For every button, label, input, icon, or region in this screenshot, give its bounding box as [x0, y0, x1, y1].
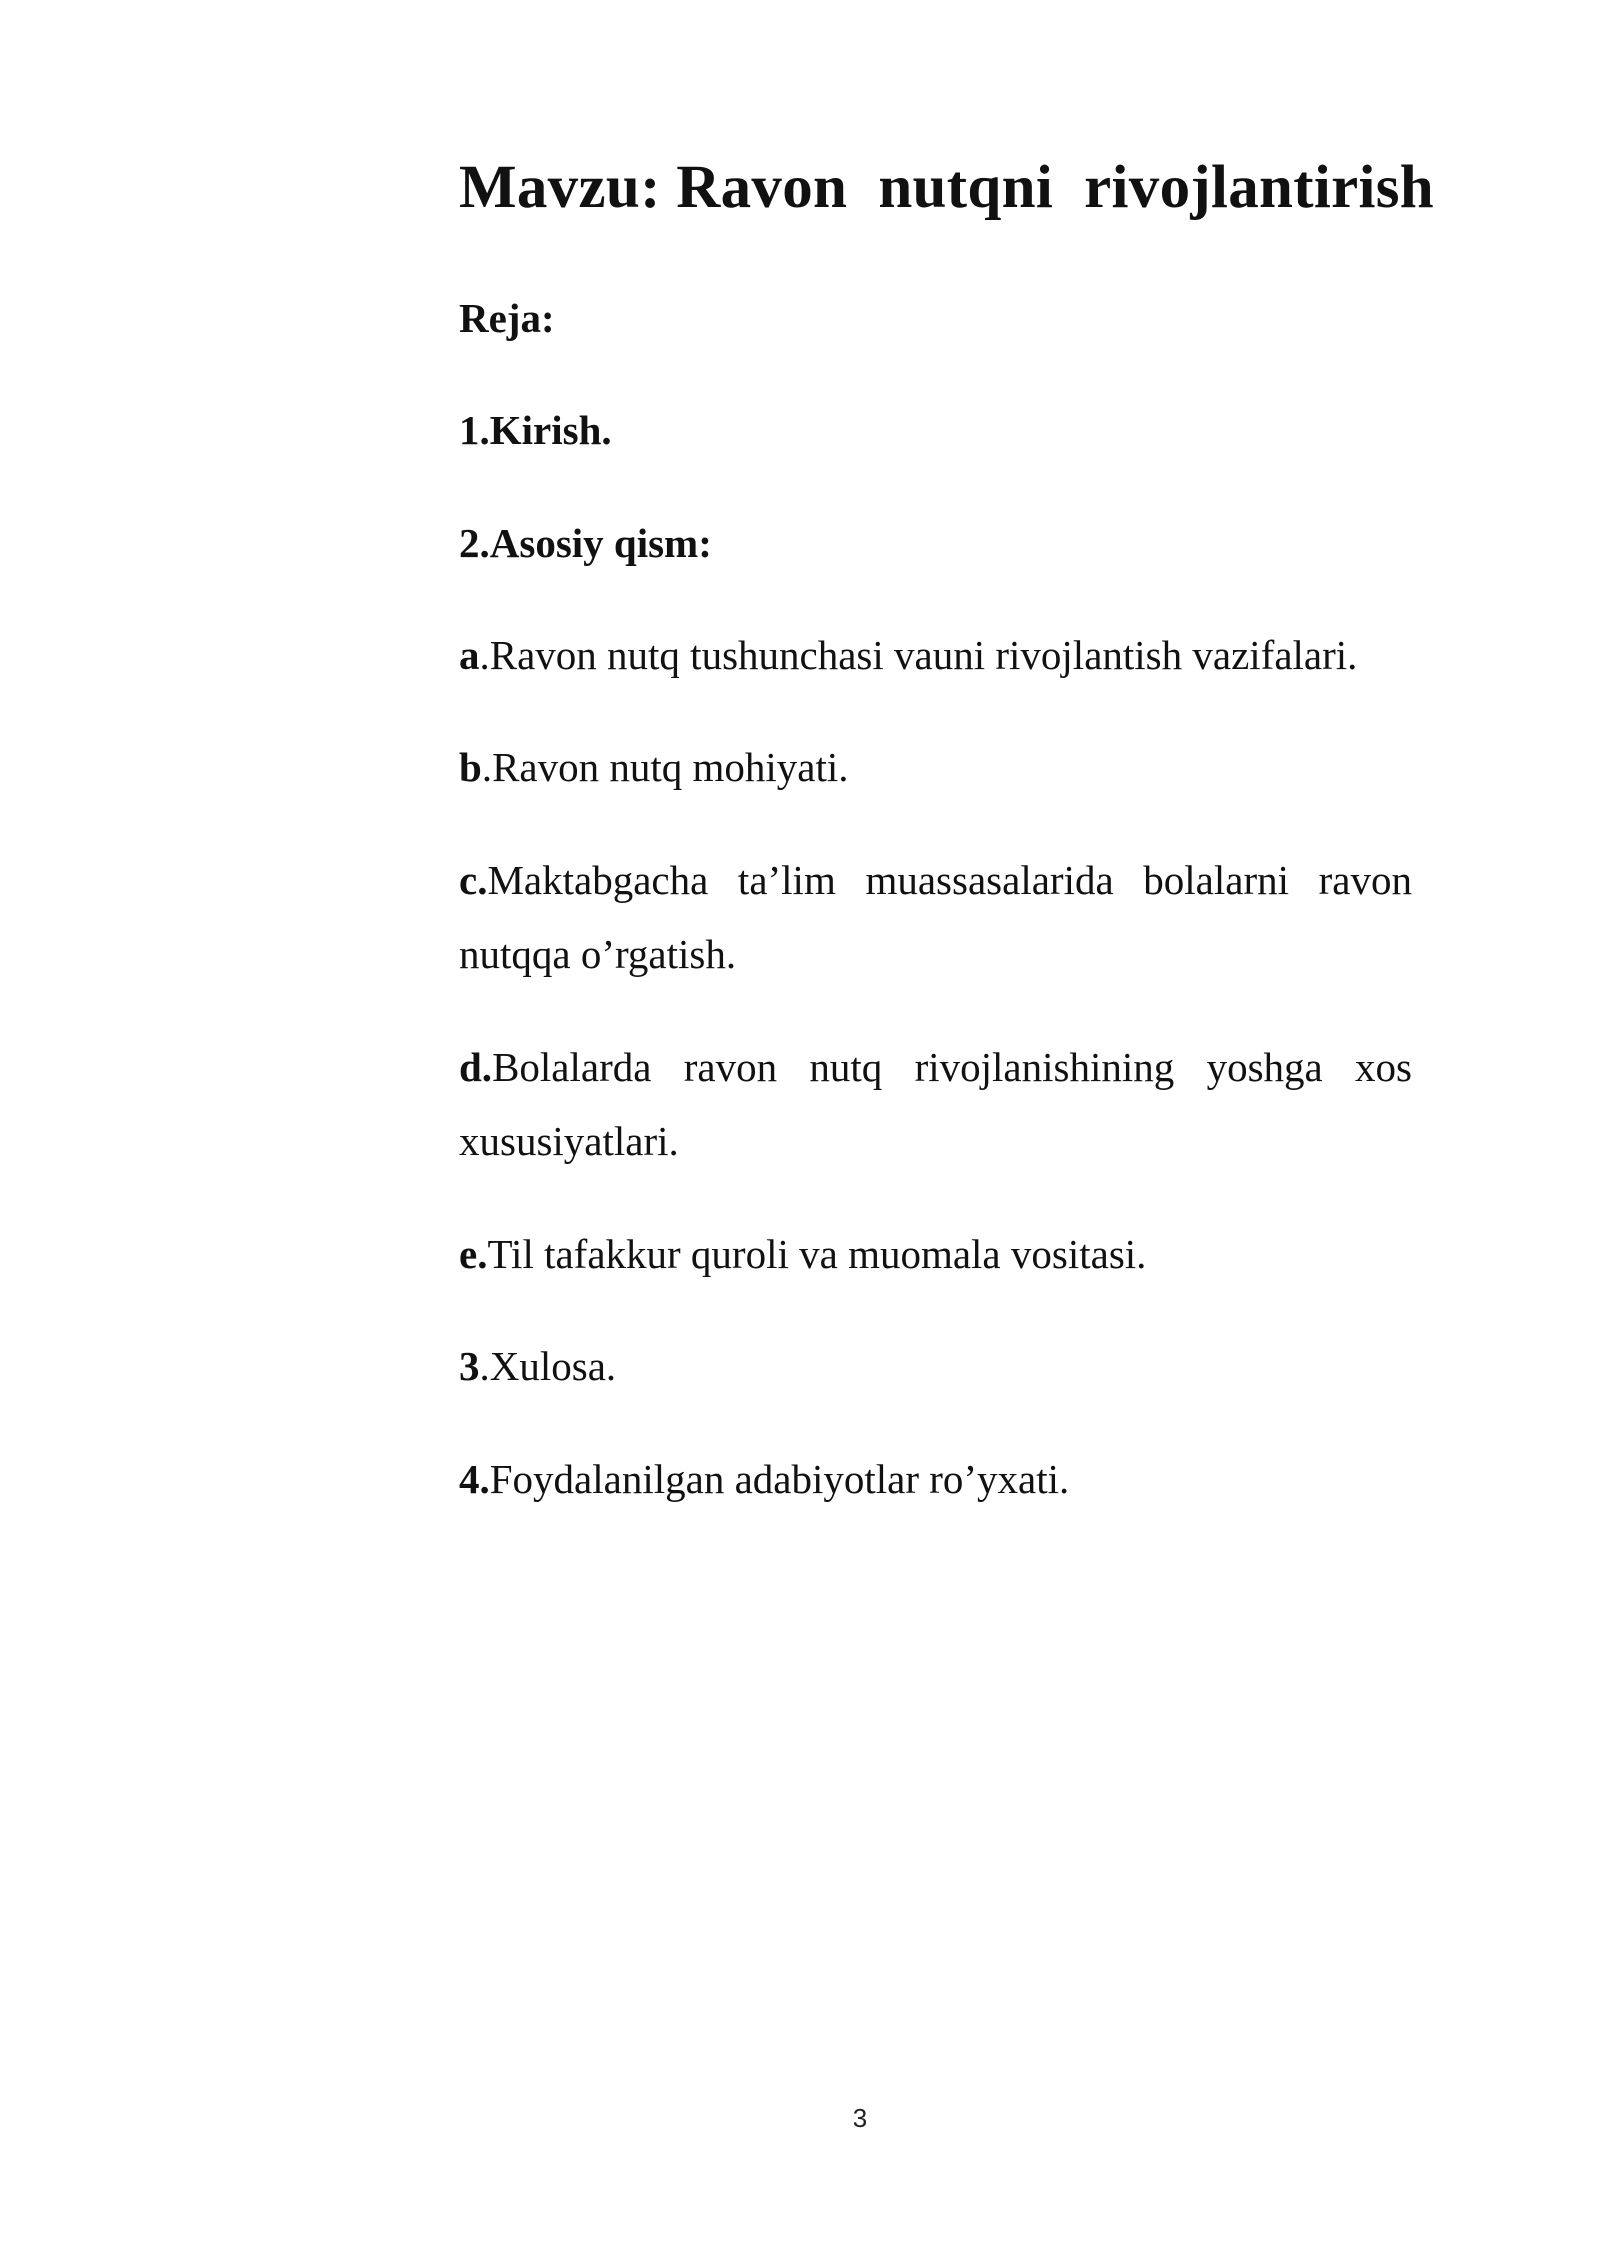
item-text-line-2: nutqqa o’rgatish. [459, 931, 737, 977]
item-marker: 2. [459, 520, 490, 566]
plan-item-3 [459, 1341, 1412, 1391]
plan-item-c [459, 855, 1412, 979]
plan-item-4 [459, 1454, 1412, 1504]
item-text: Foydalanilgan adabiyotlar ro’yxati. [489, 1456, 1070, 1502]
plan-item-2 [459, 518, 1412, 568]
plan-item-a [459, 630, 1412, 680]
item-text: Kirish. [489, 407, 612, 453]
item-text-line-1: Maktabgacha ta’lim muassasalarida bolalarni ravon [487, 857, 1412, 903]
page-title: Mavzu: Ravon nutqni rivojlantirish [459, 154, 1435, 221]
plan-item-d [459, 1042, 1412, 1166]
item-text: .Ravon nutq mohiyati. [481, 744, 849, 790]
page-number: 3 [852, 2103, 868, 2133]
item-marker: b [459, 744, 482, 790]
item-line-1 [459, 855, 1412, 905]
plan-item-b [459, 742, 1412, 792]
item-text: .Xulosa. [479, 1343, 617, 1389]
item-marker: 1. [459, 407, 490, 453]
item-text-line-1: Bolalarda ravon nutq rivojlanishining yoshga xos [492, 1044, 1412, 1090]
plan-item-1 [459, 405, 1412, 455]
item-marker: e. [459, 1231, 488, 1277]
item-text: .Ravon nutq tushunchasi vauni rivojlantish vazifalari. [479, 632, 1358, 678]
item-text: Asosiy qism: [489, 520, 712, 566]
plan-heading: Reja: [459, 295, 555, 341]
item-text-line-2: xususiyatlari. [459, 1118, 679, 1164]
item-marker: 3 [459, 1343, 480, 1389]
item-text: Til tafakkur quroli va muomala vositasi. [487, 1231, 1147, 1277]
item-line-1 [459, 1042, 1412, 1092]
plan-item-e [459, 1229, 1412, 1279]
item-marker: 4. [459, 1456, 490, 1502]
item-marker: c. [459, 857, 488, 903]
item-marker: d. [459, 1044, 493, 1090]
item-marker: a [459, 632, 480, 678]
